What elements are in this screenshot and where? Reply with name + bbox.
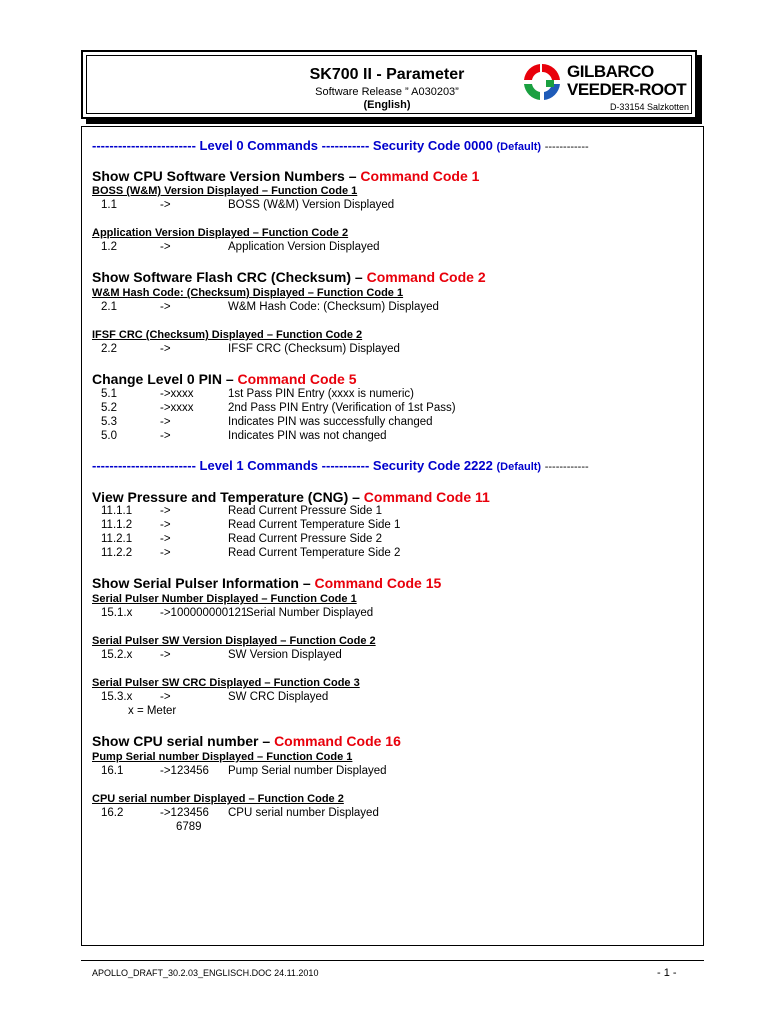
code-cell: 15.1.x [101, 607, 133, 619]
code-cell: 1.2 [101, 241, 117, 253]
description-cell: IFSF CRC (Checksum) Displayed [228, 343, 400, 355]
arrow-cell: -> [160, 519, 171, 531]
content-frame [81, 126, 704, 946]
function-heading: Serial Pulser SW CRC Displayed – Function Code 3 [92, 677, 360, 689]
arrow-cell: -> [160, 533, 171, 545]
document-title: SK700 II - Parameter [309, 66, 465, 83]
section-title: Show Software Flash CRC (Checksum) – [92, 269, 367, 285]
section-heading [92, 269, 486, 285]
description-cell: Read Current Pressure Side 2 [228, 533, 383, 545]
function-heading: W&M Hash Code: (Checksum) Displayed – Function Code 1 [92, 287, 404, 299]
arrow-cell: -> [160, 199, 171, 211]
function-heading: BOSS (W&M) Version Displayed – Function Code 1 [92, 185, 358, 197]
function-heading: Pump Serial number Displayed – Function Code 1 [92, 751, 353, 763]
function-heading: IFSF CRC (Checksum) Displayed – Function Code 2 [92, 329, 363, 341]
document-header [81, 50, 697, 119]
section-title: Show CPU serial number – [92, 733, 275, 749]
description-cell: Indicates PIN was not changed [228, 430, 387, 442]
description-cell: Read Current Temperature Side 2 [228, 547, 401, 559]
command-code: Command Code 15 [314, 575, 442, 591]
function-heading: CPU serial number Displayed – Function Code 2 [92, 793, 344, 805]
code-cell: 2.1 [101, 301, 117, 313]
command-code: Command Code 16 [274, 733, 401, 749]
description-cell: 2nd Pass PIN Entry (Verification of 1st Pass) [228, 402, 456, 414]
page-number: - 1 - [657, 967, 677, 979]
code-cell: 5.0 [101, 430, 117, 442]
dashes: ------------ [544, 141, 589, 153]
description-cell: Read Current Pressure Side 1 [228, 505, 383, 517]
command-code: Command Code 5 [237, 371, 357, 387]
command-code: Command Code 2 [366, 269, 486, 285]
arrow-cell: ->123456 [160, 807, 209, 819]
description-cell: Read Current Temperature Side 1 [228, 519, 401, 531]
description-cell: BOSS (W&M) Version Displayed [228, 199, 395, 211]
code-cell: 2.2 [101, 343, 117, 355]
function-heading: Application Version Displayed – Function Code 2 [92, 227, 349, 239]
meter-note: x = Meter [128, 705, 177, 717]
function-heading: Serial Pulser Number Displayed – Function Code 1 [92, 593, 357, 605]
level-label: Level 1 Commands [199, 458, 319, 473]
level-1-header [92, 458, 589, 473]
section-heading [92, 575, 441, 591]
security-code: Security Code 2222 [372, 458, 493, 473]
footer-document-name: APOLLO_DRAFT_30.2.03_ENGLISCH.DOC 24.11.2010 [92, 968, 319, 978]
function-heading: Serial Pulser SW Version Displayed – Function Code 2 [92, 635, 376, 647]
level-label: Level 0 Commands [199, 138, 319, 153]
code-cell: 1.1 [101, 199, 117, 211]
brand-name-line1: GILBARCO [567, 62, 654, 81]
code-cell: 5.3 [101, 416, 117, 428]
code-cell: 15.2.x [101, 649, 133, 661]
header-inner-frame [86, 55, 692, 114]
dashes: ----------- [321, 138, 370, 153]
description-cell: 1st Pass PIN Entry (xxxx is numeric) [228, 388, 414, 400]
section-title: Show Serial Pulser Information – [92, 575, 315, 591]
security-code: Security Code 0000 [372, 138, 493, 153]
description-cell: SW Version Displayed [228, 649, 342, 661]
section-heading [92, 168, 479, 184]
brand-name-line2: VEEDER-ROOT [567, 80, 687, 99]
arrow-cell: -> [160, 505, 171, 517]
arrow-cell: -> [160, 343, 171, 355]
section-heading [92, 733, 401, 749]
description-cell: SW CRC Displayed [228, 691, 329, 703]
default-label: (Default) [496, 461, 542, 473]
language-label: (English) [363, 99, 411, 111]
description-cell: CPU serial number Displayed [228, 807, 379, 819]
description-cell: Indicates PIN was successfully changed [228, 416, 433, 428]
software-release: Software Release ” A030203” [315, 86, 459, 98]
dashes: ------------------------ [92, 458, 196, 473]
code-cell: 11.1.1 [101, 505, 133, 517]
code-cell: 16.2 [101, 807, 124, 819]
arrow-cell: -> [160, 416, 171, 428]
arrow-cell: -> [160, 241, 171, 253]
level-0-header [92, 138, 589, 153]
command-code: Command Code 11 [363, 489, 490, 505]
section-title: Show CPU Software Version Numbers – [92, 168, 361, 184]
description-cell: Pump Serial number Displayed [228, 765, 387, 777]
arrow-cell: -> [160, 547, 171, 559]
code-cell: 11.1.2 [101, 519, 133, 531]
arrow-cell: -> [160, 691, 171, 703]
code-cell: 11.2.2 [101, 547, 133, 559]
command-code: Command Code 1 [360, 168, 480, 184]
default-label: (Default) [496, 141, 542, 153]
code-cell: 16.1 [101, 765, 124, 777]
code-cell: 5.1 [101, 388, 117, 400]
arrow-cell: ->xxxx [160, 388, 194, 400]
arrow-cell: -> [160, 301, 171, 313]
arrow-cell: ->xxxx [160, 402, 194, 414]
arrow-cell: -> [160, 430, 171, 442]
dashes: ----------- [321, 458, 370, 473]
arrow-cell: -> [160, 649, 171, 661]
code-cell: 15.3.x [101, 691, 133, 703]
serial-continuation: 6789 [176, 821, 202, 833]
description-cell: W&M Hash Code: (Checksum) Displayed [228, 301, 439, 313]
section-heading [92, 489, 490, 505]
description-cell: Serial Number Displayed [246, 607, 374, 619]
code-cell: 11.2.1 [101, 533, 133, 545]
arrow-cell: ->123456 [160, 765, 209, 777]
description-cell: Application Version Displayed [228, 241, 380, 253]
arrow-cell: ->100000000121 [160, 607, 248, 619]
code-cell: 5.2 [101, 402, 117, 414]
dashes: ------------------------ [92, 138, 196, 153]
gilbarco-logo-icon [520, 60, 564, 104]
company-address: D-33154 Salzkotten [609, 102, 689, 112]
footer-divider [81, 960, 704, 961]
section-heading [92, 371, 357, 387]
section-title: View Pressure and Temperature (CNG) – [92, 489, 364, 505]
dashes: ------------ [544, 461, 589, 473]
section-title: Change Level 0 PIN – [92, 371, 238, 387]
